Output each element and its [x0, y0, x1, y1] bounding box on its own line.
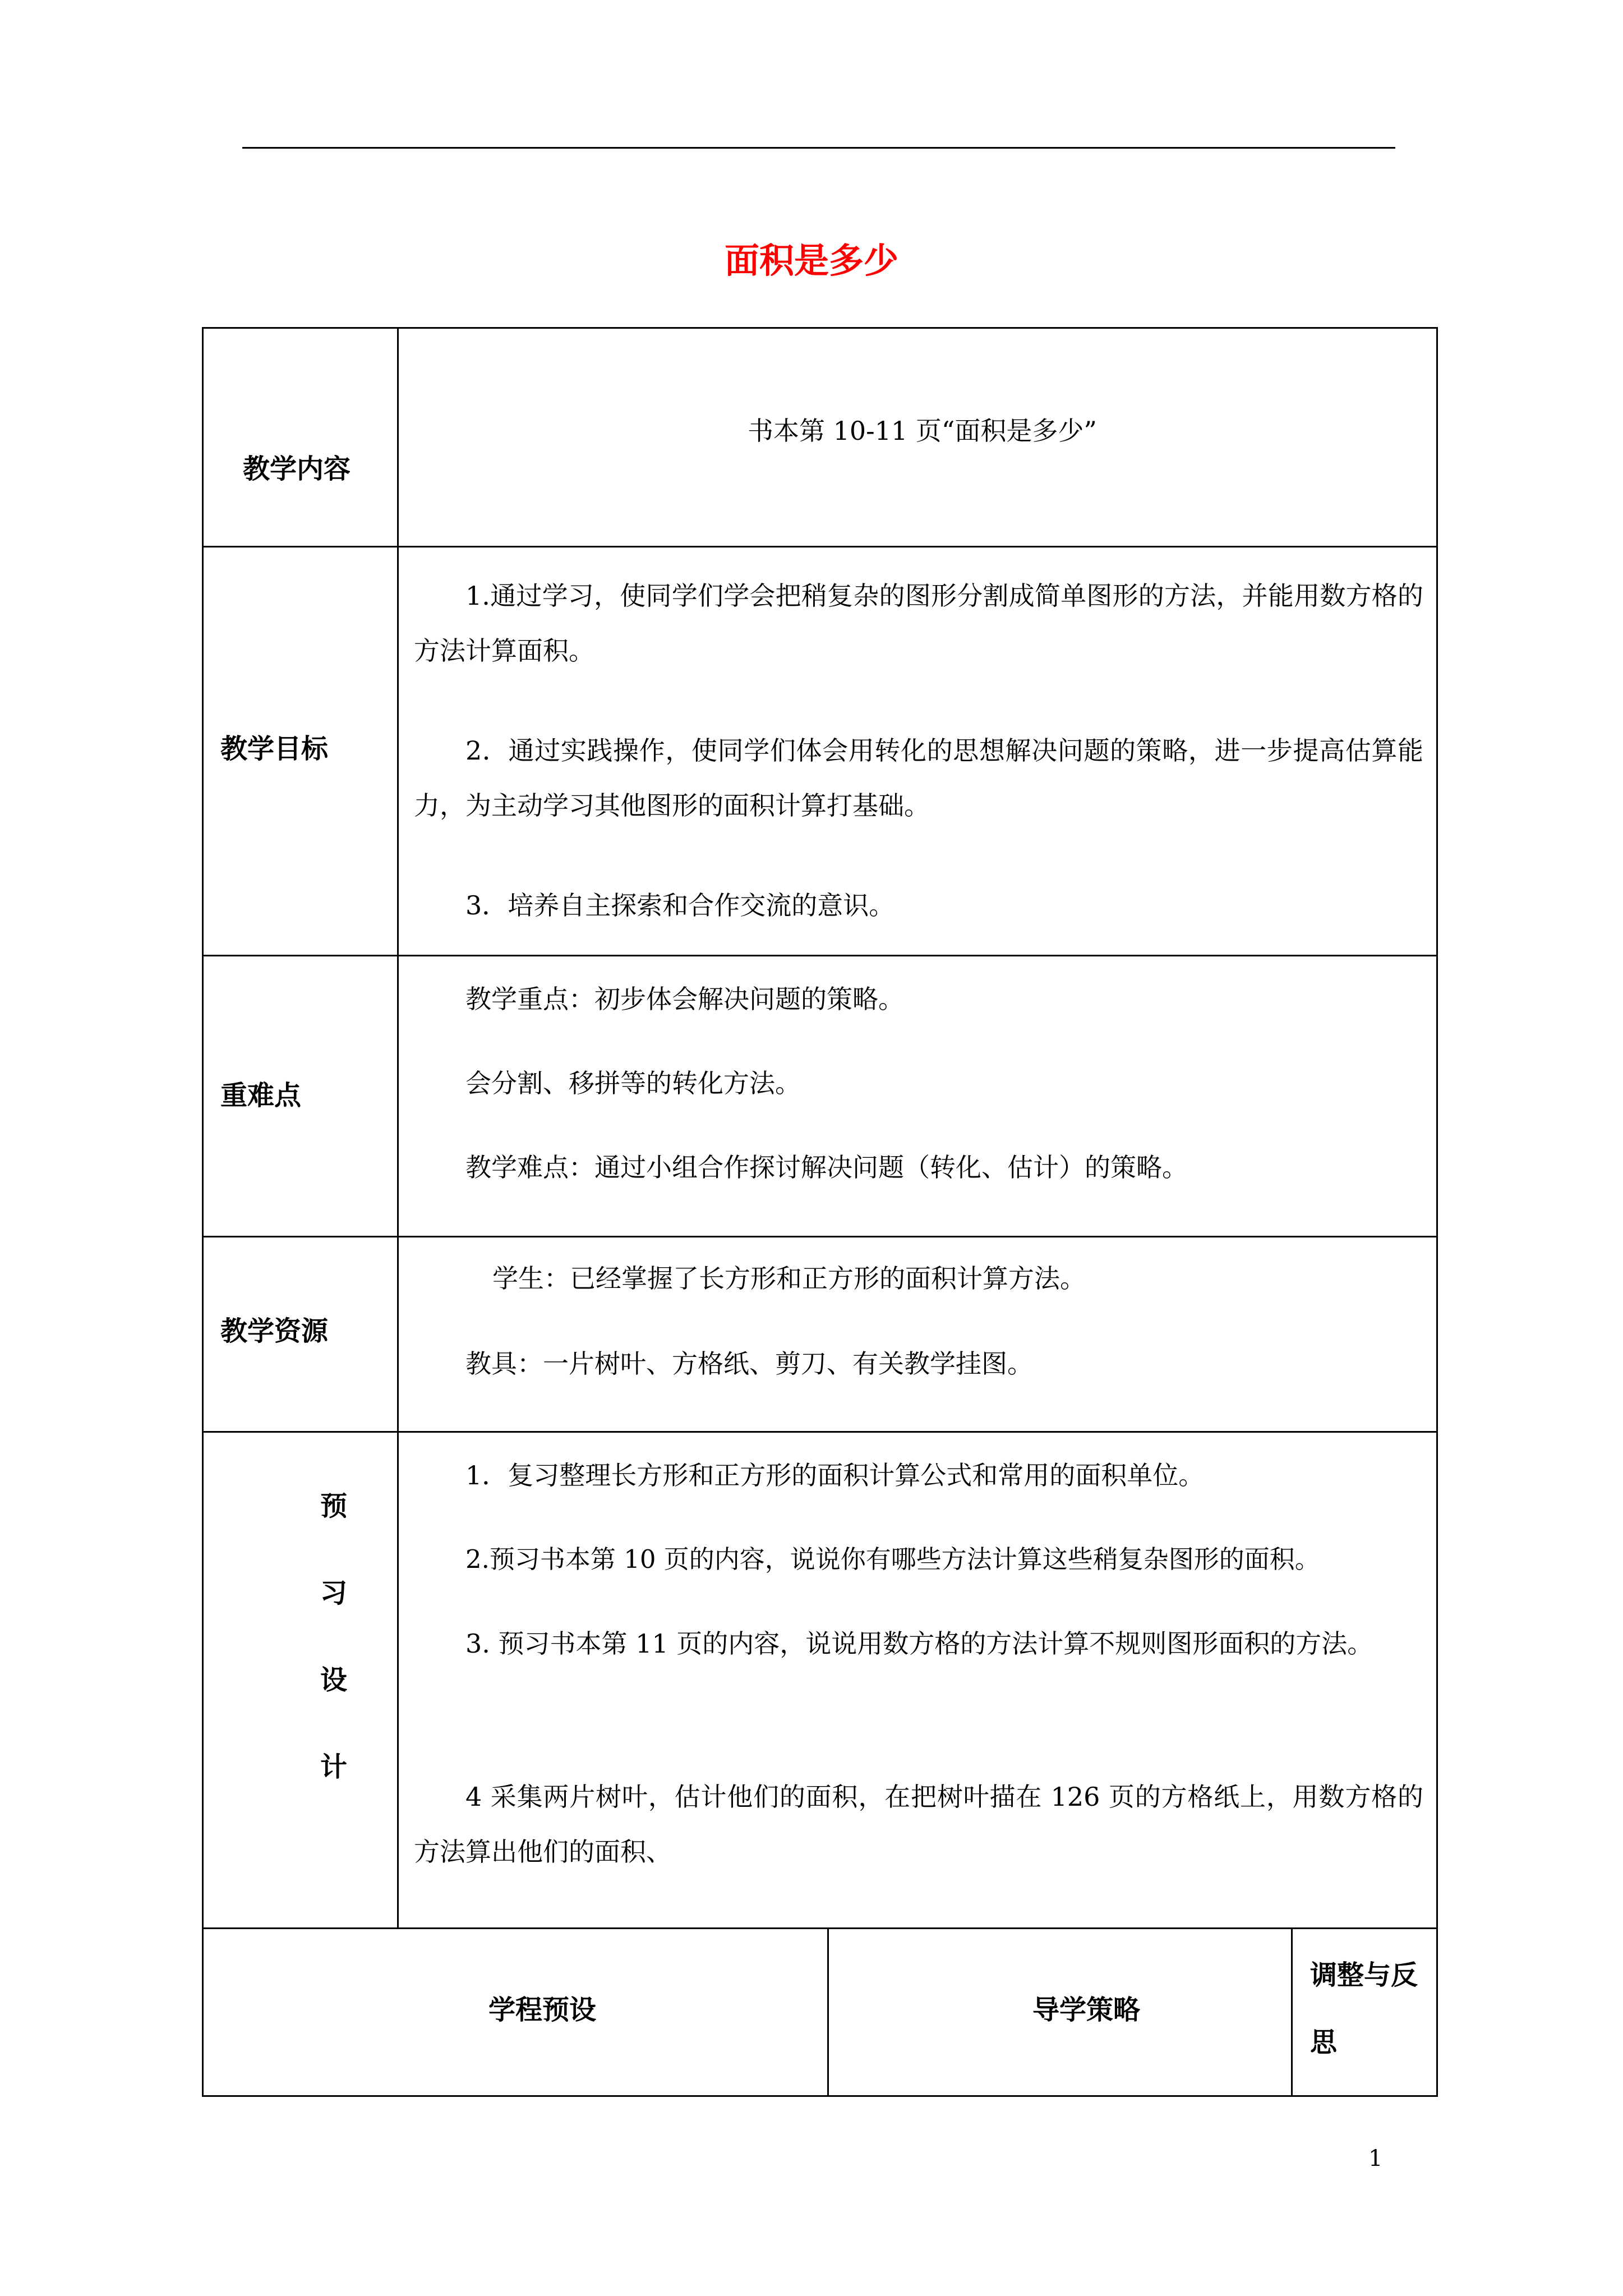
row-label-goals: 教学目标 [220, 733, 329, 765]
preview-label-char: 习 [320, 1577, 347, 1609]
key-point-item: 教学难点：通过小组合作探讨解决问题（转化、估计）的策略。 [465, 1152, 1188, 1182]
key-point-item: 教学重点：初步体会解决问题的策略。 [465, 984, 904, 1014]
row-label-content: 教学内容 [243, 453, 351, 485]
resource-item: 教具：一片树叶、方格纸、剪刀、有关教学挂图。 [465, 1349, 1033, 1379]
page-title: 面积是多少 [724, 240, 898, 281]
lesson-plan-table [202, 327, 1438, 2097]
goal-item: 3．培养自主探索和合作交流的意识。 [465, 890, 895, 921]
column-divider [397, 329, 399, 1927]
resource-item: 学生：已经掌握了长方形和正方形的面积计算方法。 [492, 1263, 1086, 1294]
column-divider [827, 1927, 829, 2097]
col-header-learning-process: 学程预设 [488, 1994, 597, 2026]
content-text: 书本第 10-11 页“面积是多少” [748, 416, 1097, 446]
preview-label-char: 设 [320, 1664, 347, 1696]
preview-label-char: 计 [320, 1751, 347, 1783]
preview-item: 4 采集两片树叶，估计他们的面积，在把树叶描在 126 页的方格纸上，用数方格的方法算出他们的面积、 [414, 1782, 1423, 1867]
row-label-key-points: 重难点 [220, 1080, 302, 1111]
row-divider [204, 955, 1436, 956]
row-divider [204, 546, 1436, 547]
row-divider [204, 1927, 1436, 1929]
preview-item: 2.预习书本第 10 页的内容，说说你有哪些方法计算这些稍复杂图形的面积。 [465, 1544, 1320, 1574]
row-label-resources: 教学资源 [220, 1315, 329, 1347]
header-rule [242, 147, 1395, 149]
goal-item: 1.通过学习，使同学们学会把稍复杂的图形分割成简单图形的方法，并能用数方格的方法计算面积。 [414, 581, 1423, 666]
preview-item: 3. 预习书本第 11 页的内容，说说用数方格的方法计算不规则图形面积的方法。 [465, 1628, 1373, 1659]
preview-item: 1．复习整理长方形和正方形的面积计算公式和常用的面积单位。 [465, 1460, 1205, 1490]
row-divider [204, 1236, 1436, 1237]
column-divider [1291, 1927, 1293, 2097]
page-number: 1 [1368, 2146, 1383, 2171]
col-header-guidance-strategy: 导学策略 [1032, 1994, 1141, 2026]
preview-label-char: 预 [320, 1490, 347, 1522]
key-point-item: 会分割、移拼等的转化方法。 [465, 1068, 801, 1098]
goal-item: 2．通过实践操作，使同学们体会用转化的思想解决问题的策略，进一步提高估算能力，为主动学习其他图形的面积计算打基础。 [414, 735, 1423, 821]
row-divider [204, 1431, 1436, 1433]
col-header-adjustment-reflection: 调整与反思 [1310, 1959, 1418, 2058]
